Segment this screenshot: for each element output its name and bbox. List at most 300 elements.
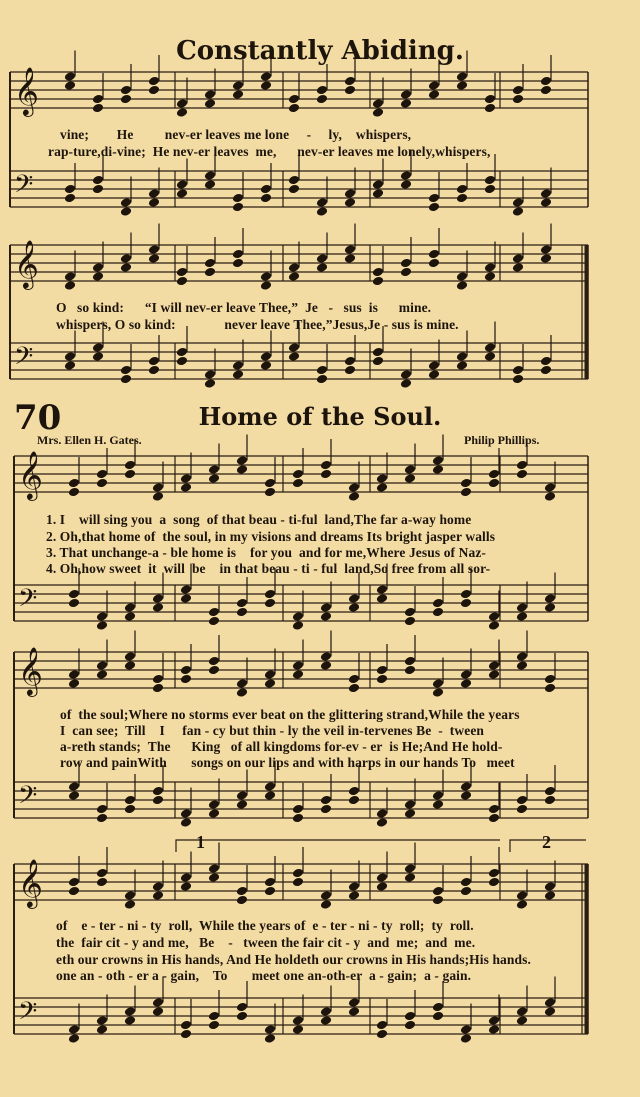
note-head: [208, 464, 220, 475]
note-head: [484, 103, 496, 114]
note-head: [148, 244, 160, 255]
note-head: [544, 491, 556, 502]
note-head: [204, 267, 216, 278]
treble-clef-icon: 𝄞: [14, 239, 39, 288]
song-70-system-1-verse-2: 2. Oh,that home of the soul, in my visions and dreams Its bright jasper walls: [46, 529, 496, 544]
note-head: [348, 482, 360, 493]
note-head: [124, 611, 136, 622]
note-head: [124, 651, 136, 662]
note-head: [96, 469, 108, 480]
note-head: [404, 616, 416, 627]
note-head: [288, 94, 300, 105]
note-head: [236, 1002, 248, 1013]
note-head: [124, 899, 136, 910]
note-head: [120, 85, 132, 96]
note-head: [152, 890, 164, 901]
note-head: [512, 253, 524, 264]
note-head: [148, 365, 160, 376]
note-head: [372, 179, 384, 190]
note-head: [404, 799, 416, 810]
note-head: [544, 674, 556, 685]
note-head: [264, 478, 276, 489]
note-head: [428, 80, 440, 91]
note-head: [320, 899, 332, 910]
note-head: [316, 206, 328, 217]
note-head: [176, 179, 188, 190]
song-69-system-2-verse-2: whispers, O so kind: never leave Thee,”Jesus,Je - sus is mine.: [56, 317, 459, 332]
note-head: [288, 351, 300, 362]
note-head: [344, 188, 356, 199]
note-head: [208, 656, 220, 667]
song-70-system-3-verse-1: of e - ter - ni - ty roll, While the years of e - ter - ni - ty roll; ty roll.: [56, 918, 474, 933]
note-head: [236, 799, 248, 810]
note-head: [180, 593, 192, 604]
note-head: [376, 665, 388, 676]
lyricist-credit: Mrs. Ellen H. Gates.: [37, 433, 142, 447]
note-head: [148, 253, 160, 264]
note-head: [544, 881, 556, 892]
note-head: [428, 249, 440, 260]
note-head: [232, 360, 244, 371]
note-head: [512, 85, 524, 96]
note-head: [484, 94, 496, 105]
treble-clef-icon: 𝄞: [14, 66, 39, 115]
note-head: [432, 464, 444, 475]
note-head: [180, 674, 192, 685]
note-head: [292, 611, 304, 622]
note-head: [544, 795, 556, 806]
note-head: [540, 188, 552, 199]
note-head: [544, 1006, 556, 1017]
note-head: [432, 678, 444, 689]
note-head: [344, 253, 356, 264]
note-head: [404, 1011, 416, 1022]
note-head: [376, 872, 388, 883]
note-head: [460, 886, 472, 897]
note-head: [232, 193, 244, 204]
note-head: [92, 94, 104, 105]
note-head: [488, 478, 500, 489]
second-ending-label: 2: [542, 832, 551, 852]
note-head: [376, 482, 388, 493]
note-head: [264, 487, 276, 498]
note-head: [176, 107, 188, 118]
note-head: [376, 674, 388, 685]
note-head: [208, 607, 220, 618]
note-head: [516, 1015, 528, 1026]
note-head: [64, 80, 76, 91]
note-head: [516, 602, 528, 613]
first-ending-bracket: [176, 840, 500, 852]
note-head: [152, 881, 164, 892]
note-head: [152, 795, 164, 806]
note-head: [148, 188, 160, 199]
note-head: [120, 197, 132, 208]
note-head: [544, 593, 556, 604]
note-head: [372, 98, 384, 109]
note-head: [488, 660, 500, 671]
note-head: [92, 262, 104, 273]
note-head: [372, 267, 384, 278]
note-head: [516, 804, 528, 815]
note-head: [68, 478, 80, 489]
note-head: [540, 365, 552, 376]
note-head: [96, 804, 108, 815]
note-head: [484, 271, 496, 282]
note-head: [316, 374, 328, 385]
note-head: [68, 886, 80, 897]
note-head: [348, 602, 360, 613]
note-head: [176, 356, 188, 367]
note-head: [428, 202, 440, 213]
note-head: [404, 863, 416, 874]
song-69-system-1-verse-2: rap-ture,di-vine; He nev-er leaves me, nev-er leaves me lonely,whispers,: [48, 144, 491, 159]
note-head: [348, 674, 360, 685]
note-head: [96, 478, 108, 489]
note-head: [68, 790, 80, 801]
note-head: [264, 1033, 276, 1044]
note-head: [404, 464, 416, 475]
note-head: [68, 781, 80, 792]
note-head: [376, 593, 388, 604]
note-head: [208, 616, 220, 627]
note-head: [516, 890, 528, 901]
note-head: [544, 482, 556, 493]
note-head: [264, 669, 276, 680]
composer-credit: Philip Phillips.: [464, 433, 540, 447]
note-head: [64, 184, 76, 195]
note-head: [320, 611, 332, 622]
note-head: [484, 175, 496, 186]
note-head: [484, 184, 496, 195]
note-head: [404, 872, 416, 883]
note-head: [344, 356, 356, 367]
note-head: [208, 1011, 220, 1022]
note-head: [204, 369, 216, 380]
note-head: [432, 455, 444, 466]
note-head: [544, 602, 556, 613]
note-head: [180, 872, 192, 883]
note-head: [344, 244, 356, 255]
bass-clef-icon: 𝄢: [18, 781, 38, 816]
note-head: [260, 280, 272, 291]
note-head: [488, 611, 500, 622]
note-head: [124, 460, 136, 471]
note-head: [96, 660, 108, 671]
note-head: [120, 374, 132, 385]
note-head: [428, 369, 440, 380]
note-head: [428, 193, 440, 204]
note-head: [456, 184, 468, 195]
note-head: [516, 651, 528, 662]
note-head: [148, 76, 160, 87]
note-head: [232, 80, 244, 91]
note-head: [176, 98, 188, 109]
note-head: [292, 804, 304, 815]
note-head: [456, 193, 468, 204]
note-head: [488, 669, 500, 680]
note-head: [484, 351, 496, 362]
note-head: [460, 487, 472, 498]
note-head: [348, 491, 360, 502]
note-head: [400, 378, 412, 389]
note-head: [316, 365, 328, 376]
note-head: [288, 342, 300, 353]
note-head: [488, 469, 500, 480]
note-head: [152, 593, 164, 604]
note-head: [264, 877, 276, 888]
note-head: [236, 790, 248, 801]
treble-clef-icon: 𝄞: [18, 646, 43, 695]
first-ending-label: 1: [196, 832, 205, 852]
hymn-number: 70: [14, 398, 62, 438]
note-head: [176, 347, 188, 358]
note-head: [204, 378, 216, 389]
treble-clef-icon: 𝄞: [18, 450, 43, 499]
note-head: [320, 602, 332, 613]
note-head: [264, 598, 276, 609]
note-head: [488, 877, 500, 888]
note-head: [124, 804, 136, 815]
note-head: [488, 804, 500, 815]
note-head: [544, 997, 556, 1008]
note-head: [208, 473, 220, 484]
note-head: [348, 1006, 360, 1017]
note-head: [288, 262, 300, 273]
note-head: [232, 258, 244, 269]
note-head: [460, 678, 472, 689]
note-head: [124, 602, 136, 613]
bass-clef-icon: 𝄢: [18, 997, 38, 1032]
song-70-system-1-verse-4: 4. Oh,how sweet it will be in that beau - ti - ful land,So free from all sor-: [46, 561, 491, 576]
note-head: [120, 262, 132, 273]
note-head: [92, 342, 104, 353]
note-head: [236, 678, 248, 689]
note-head: [460, 598, 472, 609]
note-head: [96, 1024, 108, 1035]
note-head: [236, 895, 248, 906]
song-70-system-2-verse-2: I can see; Till I fan - cy but thin - ly the veil in-tervenes Be - tween: [60, 723, 485, 738]
note-head: [292, 1024, 304, 1035]
note-head: [292, 660, 304, 671]
note-head: [232, 89, 244, 100]
note-head: [124, 890, 136, 901]
note-head: [148, 197, 160, 208]
note-head: [348, 795, 360, 806]
note-head: [180, 817, 192, 828]
note-head: [176, 267, 188, 278]
song-70-title: Home of the Soul.: [198, 402, 442, 431]
note-head: [432, 1002, 444, 1013]
note-head: [320, 890, 332, 901]
note-head: [96, 877, 108, 888]
note-head: [348, 593, 360, 604]
note-head: [68, 678, 80, 689]
note-head: [292, 469, 304, 480]
note-head: [540, 253, 552, 264]
note-head: [292, 868, 304, 879]
note-head: [344, 197, 356, 208]
note-head: [124, 1006, 136, 1017]
note-head: [204, 89, 216, 100]
note-head: [92, 103, 104, 114]
note-head: [292, 620, 304, 631]
note-head: [512, 365, 524, 376]
note-head: [264, 678, 276, 689]
note-head: [180, 473, 192, 484]
note-head: [428, 258, 440, 269]
song-69-title: Constantly Abiding.: [176, 36, 464, 66]
note-head: [92, 351, 104, 362]
note-head: [236, 455, 248, 466]
note-head: [124, 1015, 136, 1026]
note-head: [432, 607, 444, 618]
song-70-system-2-verse-1: of the soul;Where no storms ever beat on the glittering strand,While the years: [60, 707, 520, 722]
note-head: [320, 651, 332, 662]
note-head: [544, 890, 556, 901]
note-head: [64, 280, 76, 291]
note-head: [512, 262, 524, 273]
note-head: [516, 460, 528, 471]
note-head: [148, 356, 160, 367]
note-head: [320, 804, 332, 815]
note-head: [180, 1029, 192, 1040]
note-head: [236, 687, 248, 698]
note-head: [288, 271, 300, 282]
note-head: [348, 890, 360, 901]
note-head: [320, 460, 332, 471]
bass-clef-icon: 𝄢: [14, 170, 34, 205]
note-head: [376, 1020, 388, 1031]
note-head: [68, 487, 80, 498]
note-head: [208, 1020, 220, 1031]
note-head: [348, 997, 360, 1008]
note-head: [232, 202, 244, 213]
note-head: [484, 342, 496, 353]
note-head: [180, 665, 192, 676]
note-head: [96, 611, 108, 622]
note-head: [260, 360, 272, 371]
note-head: [460, 478, 472, 489]
note-head: [460, 1024, 472, 1035]
note-head: [316, 85, 328, 96]
note-head: [260, 71, 272, 82]
note-head: [320, 660, 332, 671]
note-head: [540, 197, 552, 208]
note-head: [404, 1020, 416, 1031]
note-head: [488, 813, 500, 824]
note-head: [456, 271, 468, 282]
note-head: [236, 886, 248, 897]
note-head: [204, 258, 216, 269]
note-head: [232, 249, 244, 260]
note-head: [432, 1011, 444, 1022]
note-head: [512, 94, 524, 105]
song-70-system-3-verse-2: the fair cit - y and me, Be - tween the fair cit - y and me; and me.: [56, 935, 476, 950]
note-head: [376, 584, 388, 595]
note-head: [96, 1015, 108, 1026]
note-head: [204, 170, 216, 181]
note-head: [236, 464, 248, 475]
note-head: [320, 1006, 332, 1017]
note-head: [540, 76, 552, 87]
note-head: [316, 253, 328, 264]
note-head: [456, 360, 468, 371]
note-head: [400, 89, 412, 100]
note-head: [260, 351, 272, 362]
note-head: [264, 790, 276, 801]
note-head: [488, 868, 500, 879]
note-head: [64, 271, 76, 282]
note-head: [516, 1006, 528, 1017]
bass-clef-icon: 𝄢: [18, 584, 38, 619]
note-head: [404, 665, 416, 676]
note-head: [488, 620, 500, 631]
note-head: [180, 482, 192, 493]
note-head: [512, 206, 524, 217]
song-70-system-2-verse-3: a-reth stands; The King of all kingdoms for-ev - er is He;And He hold-: [60, 739, 503, 754]
note-head: [68, 589, 80, 600]
note-head: [456, 351, 468, 362]
note-head: [516, 899, 528, 910]
note-head: [288, 175, 300, 186]
note-head: [316, 94, 328, 105]
note-head: [68, 1024, 80, 1035]
song-70-system-2-verse-4: row and painWith songs on our lips and with harps in our hands To meet: [60, 755, 515, 770]
note-head: [96, 868, 108, 879]
note-head: [264, 589, 276, 600]
note-head: [92, 184, 104, 195]
note-head: [456, 71, 468, 82]
note-head: [204, 179, 216, 190]
note-head: [344, 76, 356, 87]
note-head: [288, 103, 300, 114]
note-head: [404, 808, 416, 819]
note-head: [264, 886, 276, 897]
note-head: [460, 1033, 472, 1044]
note-head: [292, 478, 304, 489]
note-head: [264, 1024, 276, 1035]
note-head: [68, 598, 80, 609]
note-head: [260, 80, 272, 91]
note-head: [348, 683, 360, 694]
note-head: [516, 795, 528, 806]
note-head: [292, 1015, 304, 1026]
note-head: [292, 877, 304, 888]
note-head: [432, 799, 444, 810]
note-head: [460, 877, 472, 888]
note-head: [488, 1024, 500, 1035]
song-69-system-1-verse-1: vine; He nev-er leaves me lone - ly, whispers,: [60, 127, 412, 142]
note-head: [208, 872, 220, 883]
note-head: [96, 813, 108, 824]
note-head: [152, 674, 164, 685]
bass-clef-icon: 𝄢: [14, 342, 34, 377]
note-head: [152, 1006, 164, 1017]
note-head: [232, 369, 244, 380]
note-head: [544, 683, 556, 694]
note-head: [516, 469, 528, 480]
song-70-system-1-verse-3: 3. That unchange-a - ble home is for you and for me,Where Jesus of Naz-: [46, 545, 487, 560]
note-head: [372, 347, 384, 358]
note-head: [544, 786, 556, 797]
note-head: [92, 271, 104, 282]
note-head: [92, 175, 104, 186]
note-head: [460, 669, 472, 680]
note-head: [152, 786, 164, 797]
note-head: [400, 369, 412, 380]
note-head: [400, 170, 412, 181]
